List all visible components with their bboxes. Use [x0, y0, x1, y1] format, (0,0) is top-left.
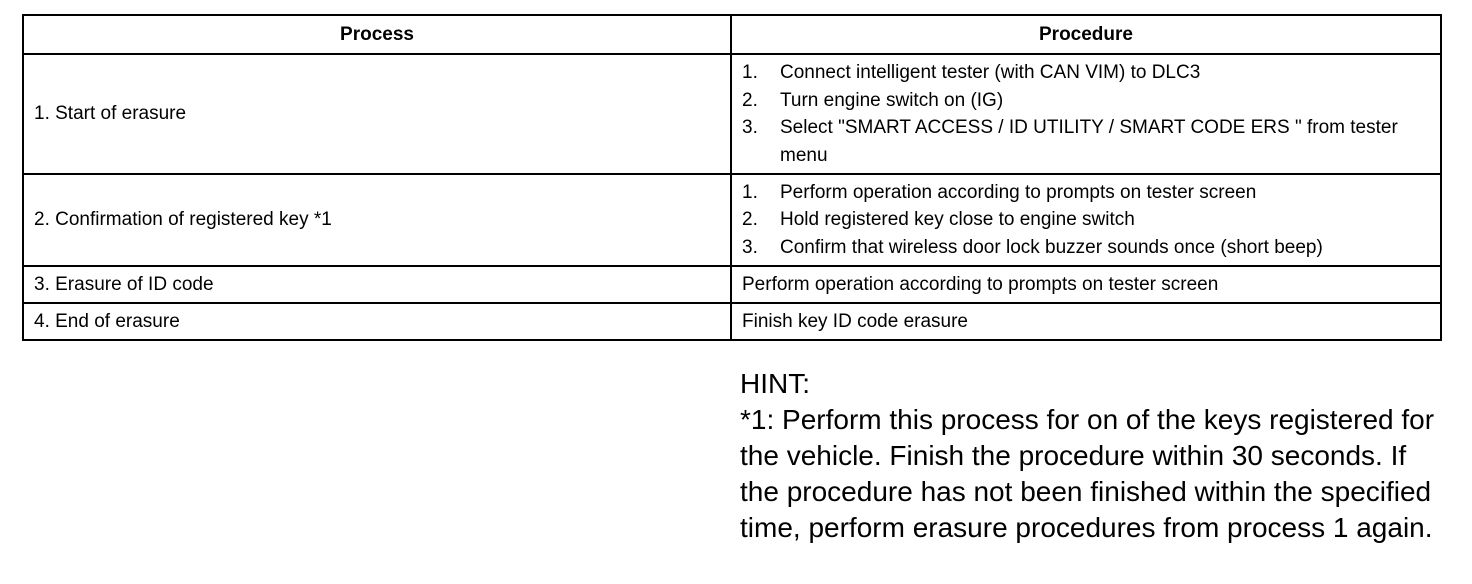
hint-text: *1: Perform this process for on of the keys registered for the vehicle. Finish the procedure within 30 seconds. If the procedure has not been finished within the specified time, perform erasure procedures from process 1 again. [740, 404, 1435, 543]
step-item [742, 114, 1430, 169]
step-item [742, 179, 1430, 207]
step-text: Confirm that wireless door lock buzzer sounds once (short beep) [780, 236, 1323, 258]
table-header-row [23, 15, 1441, 54]
procedure-cell: Finish key ID code erasure [731, 303, 1441, 340]
step-number: 1. [742, 181, 758, 203]
step-text: Select "SMART ACCESS / ID UTILITY / SMART CODE ERS " from tester menu [780, 117, 1398, 166]
step-number: 2. [742, 89, 758, 111]
table-row [23, 54, 1441, 174]
step-text: Perform operation according to prompts on tester screen [780, 181, 1257, 203]
table-row [23, 266, 1441, 303]
step-item [742, 87, 1430, 115]
step-item [742, 234, 1430, 262]
step-item [742, 59, 1430, 87]
process-cell: 1. Start of erasure [23, 54, 731, 174]
procedure-steps [742, 59, 1430, 169]
step-text: Turn engine switch on (IG) [780, 89, 1004, 111]
step-text: Hold registered key close to engine switch [780, 209, 1135, 231]
process-cell: 2. Confirmation of registered key *1 [23, 174, 731, 266]
header-process: Process [23, 15, 731, 54]
procedure-cell [731, 54, 1441, 174]
step-text: Connect intelligent tester (with CAN VIM) to DLC3 [780, 62, 1201, 83]
header-procedure: Procedure [731, 15, 1441, 54]
step-number: 3. [742, 236, 758, 258]
process-cell: 4. End of erasure [23, 303, 731, 340]
hint-title: HINT: [740, 368, 810, 399]
procedure-cell: Perform operation according to prompts on tester screen [731, 266, 1441, 303]
step-number: 2. [742, 209, 758, 231]
step-item [742, 206, 1430, 234]
process-cell: 3. Erasure of ID code [23, 266, 731, 303]
table-row [23, 303, 1441, 340]
table-row [23, 174, 1441, 266]
procedure-table [22, 14, 1442, 341]
step-number: 3. [742, 117, 758, 138]
hint-note [740, 366, 1440, 546]
step-number: 1. [742, 62, 758, 83]
procedure-cell [731, 174, 1441, 266]
procedure-steps [742, 179, 1430, 262]
